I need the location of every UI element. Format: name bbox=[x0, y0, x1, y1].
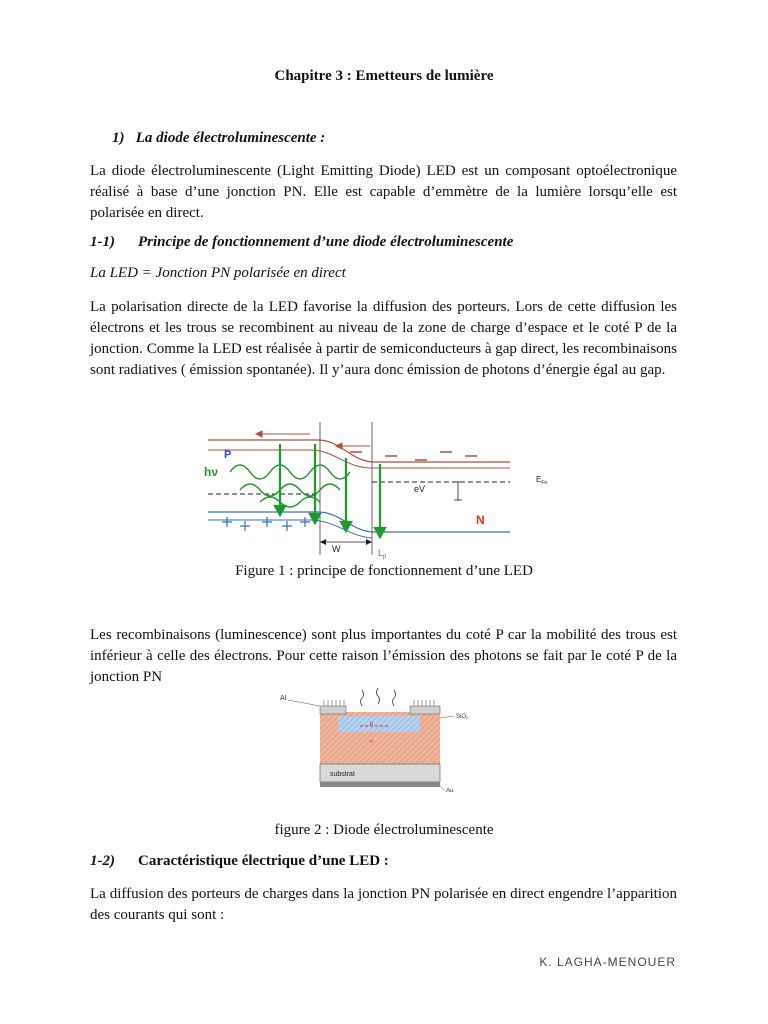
figure-2-label-al: Al bbox=[280, 695, 287, 702]
figure-1-label-n: N bbox=[476, 513, 485, 527]
figure-2-caption: figure 2 : Diode électroluminescente bbox=[274, 822, 494, 838]
section-1-2-number: 1-2) bbox=[90, 853, 115, 869]
principle-paragraph: La polarisation directe de la LED favorise la diffusion des porteurs. Lors de cette diffusion les électrons et les trous se recombinent au niveau de la zone de charge d’espace et le coté P de la jonction. Comme la LED est réalisée à partir de semiconducteurs à gap direct, les recombinaisons sont radiatives ( émission spontanée). Il y’aura donc émission de photons d’énergie égal au gap. bbox=[90, 299, 677, 378]
figure-1-caption: Figure 1 : principe de fonctionnement d’une LED bbox=[235, 563, 533, 579]
figure-1-label-hv: hν bbox=[204, 465, 219, 479]
conduction-band bbox=[208, 440, 510, 462]
figure-1-label-efn: $E_{Fn}$ bbox=[536, 475, 548, 486]
chapter-title: Chapitre 3 : Emetteurs de lumière bbox=[274, 68, 494, 84]
figure-1-label-p: P bbox=[224, 449, 232, 461]
section-1-1-title: Principe de fonctionnement d’une diode électroluminescente bbox=[138, 234, 514, 250]
figure-2-label-sio2: SiO2 bbox=[456, 714, 469, 720]
section-1-number: 1) bbox=[112, 130, 125, 146]
photon-waves bbox=[230, 465, 350, 507]
figure-2-label-n: n bbox=[370, 739, 373, 745]
section-1-1-number: 1-1) bbox=[90, 234, 115, 250]
figure-1-label-lp: $L_p$ bbox=[378, 548, 387, 560]
al-contact-right bbox=[410, 706, 440, 714]
valence-band bbox=[208, 512, 510, 532]
intro-paragraph: La diode électroluminescente (Light Emitting Diode) LED est un composant optoélectronique réalisé à base d’une jonction PN. Elle est capable d’emmètre de la lumière lorsqu’elle est polarisée en direct. bbox=[90, 163, 677, 221]
section-1-2-heading bbox=[90, 853, 389, 870]
electrons bbox=[350, 452, 477, 460]
section-1-heading bbox=[112, 130, 325, 147]
characteristic-paragraph: La diffusion des porteurs de charges dans la jonction PN polarisée en direct engendre l’apparition des courants qui sont : bbox=[90, 886, 677, 923]
section-1-1-heading bbox=[90, 234, 513, 251]
figure-2-led-structure bbox=[270, 688, 510, 798]
light-emission bbox=[361, 688, 396, 706]
figure-1-label-ev: eV bbox=[414, 484, 426, 494]
figure-1-label-w: W bbox=[332, 544, 341, 554]
led-definition: La LED = Jonction PN polarisée en direct bbox=[90, 265, 346, 281]
footer-author: K. LAGHA-MENOUER bbox=[539, 955, 676, 969]
section-1-title: La diode électroluminescente : bbox=[135, 130, 326, 146]
recombination-paragraph: Les recombinaisons (luminescence) sont plus importantes du coté P car la mobilité des trous est inférieur à celle des électrons. Pour cette raison l’émission des photons se fait par le coté P de la jonction PN bbox=[90, 627, 677, 685]
figure-2-label-p: p bbox=[370, 721, 374, 727]
figure-2-label-au: Au bbox=[446, 788, 454, 794]
figure-1-band-diagram bbox=[200, 420, 560, 560]
figure-2-label-substrat: substrat bbox=[330, 771, 355, 778]
al-contact-left bbox=[320, 706, 346, 714]
holes bbox=[222, 517, 310, 531]
section-1-2-title: Caractéristique électrique d’une LED : bbox=[138, 853, 389, 869]
au-contact bbox=[320, 782, 440, 787]
